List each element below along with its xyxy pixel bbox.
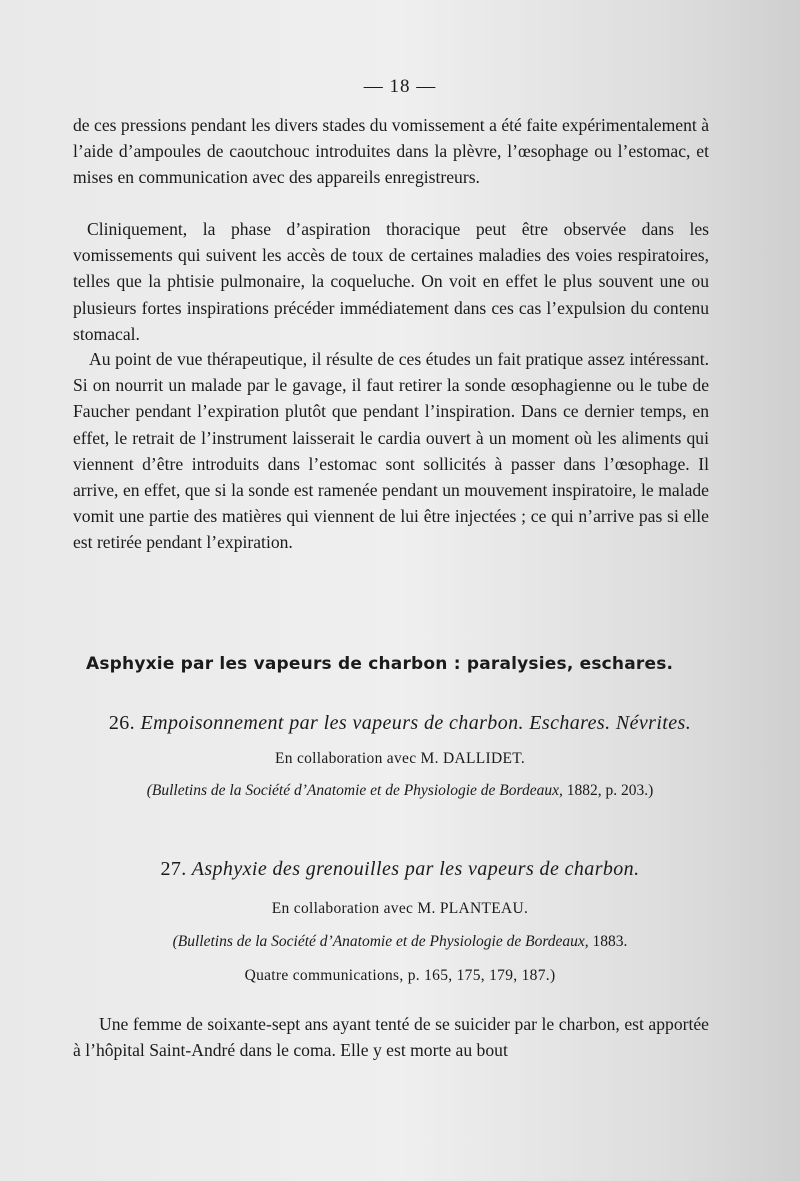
entry-26-source-journal: (Bulletins de la Société d’Anatomie et de Physiologie de Bordeaux, [146, 782, 563, 799]
entry-26-collaboration: En collaboration avec M. DALLIDET. [274, 750, 526, 767]
entry-26-title-text: Empoisonnement par les vapeurs de charbon. Eschares. Névrites. [140, 712, 692, 734]
entry-27-source-ref: 1883. [592, 933, 628, 950]
paragraph-cliniquement: Cliniquement, la phase d’aspiration thoracique peut être observée dans les vomissements qui suivent les accès de toux de certaines maladies des voies respiratoires, telles que la phtisie pulmonaire, la coqueluche. On voit en effet le plus souvent une ou plusieurs fortes inspirations précéder immédiatement dans ces cas l’expulsion du contenu stomacal. [73, 219, 709, 344]
entry-27-communications: Quatre communications, p. 165, 175, 179, 187.) [244, 967, 556, 984]
entry-26-number: 26. [108, 712, 136, 734]
paragraph-therapeutique: Au point de vue thérapeutique, il résulte de ces études un fait pratique assez intéressant. Si on nourrit un malade par le gavage, il faut retirer la sonde œsophagienne ou le tube de Faucher pendant l’expiration plutôt que pendant l’inspiration. Dans ce dernier temps, en effet, le retrait de l’instrument laisserait le cardia ouvert à un moment où les aliments qui viennent d’être introduits dans l’estomac sont sollicités à passer dans l’œsophage. Il arrive, en effet, que si la sonde est ramenée pendant un mouvement inspiratoire, le malade vomit une partie des matières qui viennent de lui être injectées ; ce qui n’arrive pas si elle est retirée pendant l’expiration. [73, 349, 709, 553]
entry-27-source-journal: (Bulletins de la Société d’Anatomie et de Physiologie de Bordeaux, [172, 933, 589, 950]
entry-27-title [0, 858, 800, 881]
entry-27-title-text: Asphyxie des grenouilles par les vapeurs de charbon. [191, 858, 640, 880]
entry-26-source [0, 782, 800, 800]
section-heading: Asphyxie par les vapeurs de charbon : paralysies, eschares. [86, 654, 674, 674]
entry-27-collaboration: En collaboration avec M. PLANTEAU. [271, 900, 529, 917]
paragraph-pressions: de ces pressions pendant les divers stades du vomissement a été faite expérimentalement à l’aide d’ampoules de caoutchouc introduites dans la plèvre, l’œsophage ou l’estomac, et mises en communication avec des appareils enregistreurs. [73, 115, 709, 188]
entry-27-number: 27. [160, 858, 187, 880]
entry-26-title [0, 712, 800, 735]
entry-27-source [0, 933, 800, 951]
entry-26-source-ref: 1882, p. 203.) [566, 782, 654, 799]
page-number: — 18 — [363, 76, 437, 97]
paragraph-femme: Une femme de soixante-sept ans ayant tenté de se suicider par le charbon, est apportée à l’hôpital Saint-André dans le coma. Elle y est morte au bout [73, 1014, 709, 1061]
